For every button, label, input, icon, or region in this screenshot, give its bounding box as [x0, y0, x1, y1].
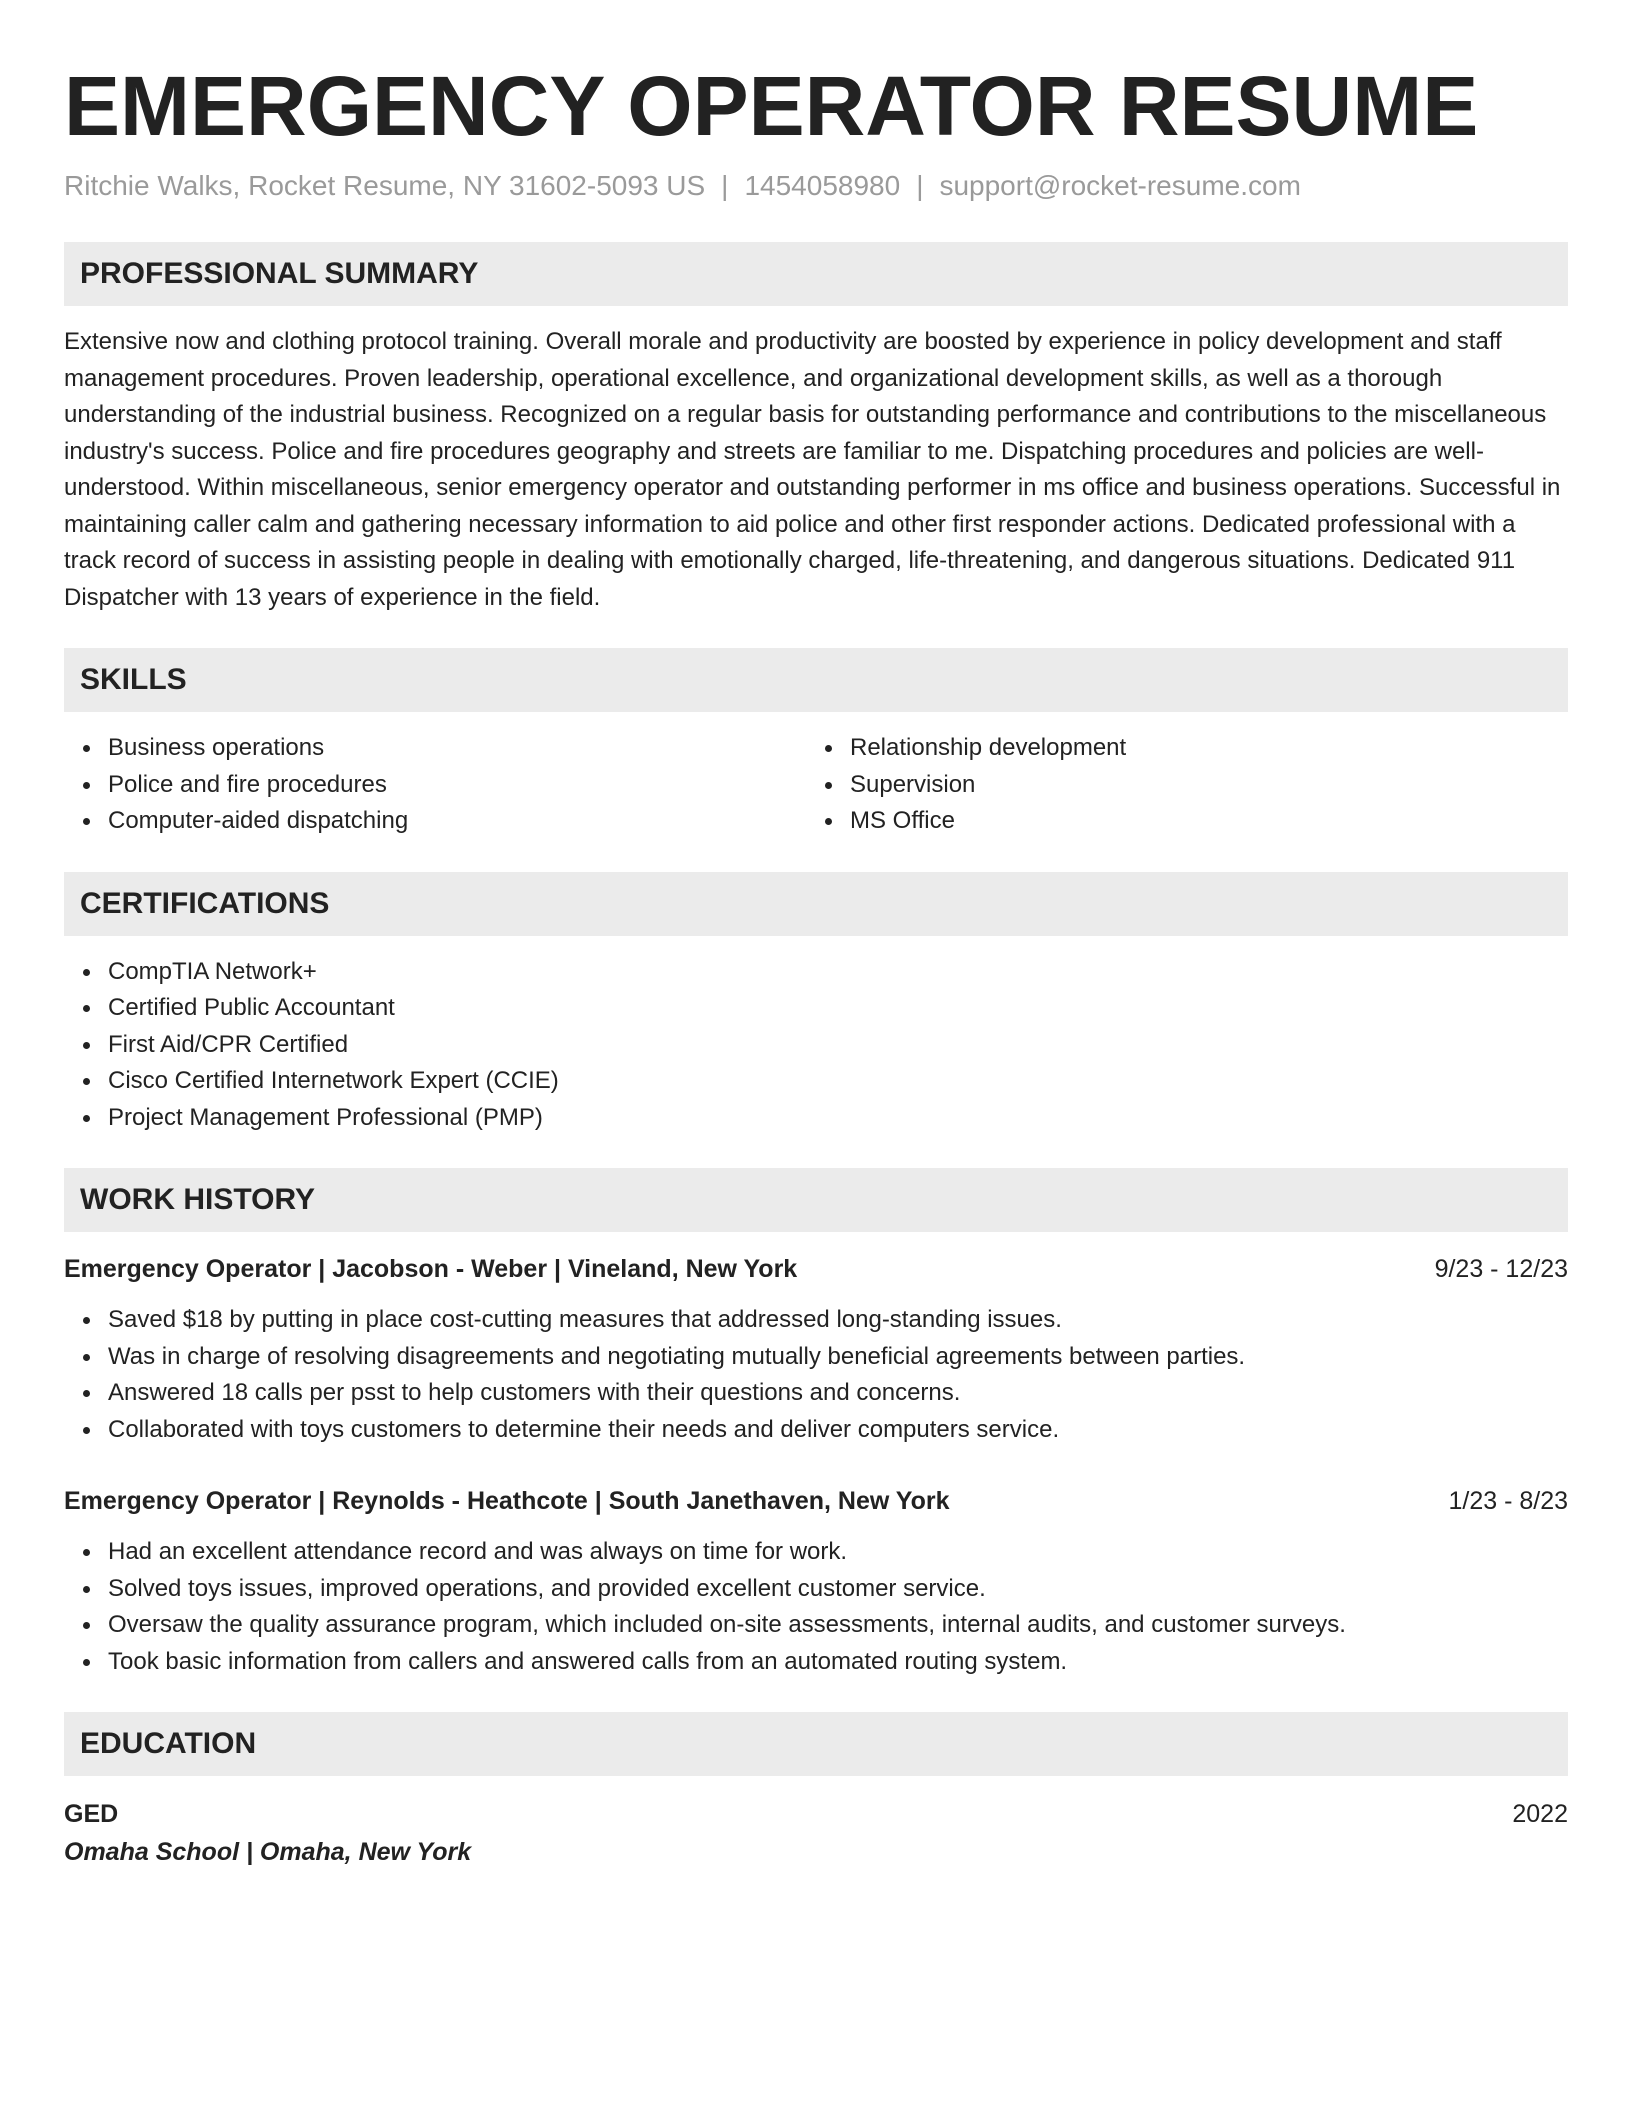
skill-item: Business operations	[108, 730, 806, 767]
job-bullet: Saved $18 by putting in place cost-cutting measures that addressed long-standing issues.	[108, 1302, 1568, 1339]
certifications-list	[64, 954, 1568, 1137]
skill-item: Relationship development	[850, 730, 1548, 767]
job-dates: 1/23 - 8/23	[1448, 1487, 1568, 1515]
job-dates: 9/23 - 12/23	[1434, 1255, 1568, 1283]
section-header-summary: PROFESSIONAL SUMMARY	[64, 242, 1568, 306]
job-header	[64, 1484, 1568, 1518]
skills-list-left	[64, 730, 806, 840]
job-title: Emergency Operator | Jacobson - Weber | Vineland, New York	[64, 1255, 798, 1283]
resume-title: EMERGENCY OPERATOR RESUME	[64, 59, 1479, 153]
certifications-section	[64, 872, 1568, 1137]
section-header-certifications: CERTIFICATIONS	[64, 872, 1568, 936]
job-bullet: Answered 18 calls per psst to help customers with their questions and concerns.	[108, 1375, 1568, 1412]
job-bullets	[64, 1302, 1568, 1448]
contact-separator: |	[916, 170, 924, 201]
skills-list-right	[806, 730, 1548, 840]
section-header-skills: SKILLS	[64, 648, 1568, 712]
job-bullet: Was in charge of resolving disagreements and negotiating mutually beneficial agreements between parties.	[108, 1339, 1568, 1376]
job-bullet: Took basic information from callers and answered calls from an automated routing system.	[108, 1644, 1568, 1681]
education-section	[64, 1712, 1568, 1872]
education-year: 2022	[1512, 1800, 1568, 1828]
education-school: Omaha School | Omaha, New York	[64, 1838, 472, 1866]
contact-separator: |	[721, 170, 729, 201]
skill-item: Computer-aided dispatching	[108, 803, 806, 840]
certification-item: Cisco Certified Internetwork Expert (CCIE)	[108, 1063, 1568, 1100]
skills-grid	[64, 730, 1568, 840]
job-bullet: Had an excellent attendance record and was always on time for work.	[108, 1534, 1568, 1571]
section-header-work-history: WORK HISTORY	[64, 1168, 1568, 1232]
contact-email: support@rocket-resume.com	[939, 170, 1301, 201]
job-entry	[64, 1252, 1568, 1448]
skill-item: Police and fire procedures	[108, 767, 806, 804]
skills-section	[64, 648, 1568, 840]
job-entry	[64, 1484, 1568, 1680]
education-entry	[64, 1796, 1568, 1872]
education-header	[64, 1796, 1568, 1832]
certification-item: CompTIA Network+	[108, 954, 1568, 991]
work-history-section	[64, 1168, 1568, 1680]
job-bullet: Collaborated with toys customers to determine their needs and deliver computers service.	[108, 1412, 1568, 1449]
certification-item: First Aid/CPR Certified	[108, 1027, 1568, 1064]
contact-phone: 1454058980	[744, 170, 901, 201]
contact-line	[64, 168, 1568, 204]
section-header-education: EDUCATION	[64, 1712, 1568, 1776]
certification-item: Certified Public Accountant	[108, 990, 1568, 1027]
job-bullet: Oversaw the quality assurance program, which included on-site assessments, internal audits, and customer surveys.	[108, 1607, 1568, 1644]
certification-item: Project Management Professional (PMP)	[108, 1100, 1568, 1137]
contact-address: Ritchie Walks, Rocket Resume, NY 31602-5093 US	[64, 170, 706, 201]
skill-item: MS Office	[850, 803, 1548, 840]
job-bullet: Solved toys issues, improved operations, and provided excellent customer service.	[108, 1571, 1568, 1608]
education-degree: GED	[64, 1800, 119, 1828]
job-header	[64, 1252, 1568, 1286]
skill-item: Supervision	[850, 767, 1548, 804]
summary-text: Extensive now and clothing protocol training. Overall morale and productivity are boosted by experience in policy development and staff management procedures. Proven leadership, operational excellence, and organizational development skills, as well as a thorough understanding of the industrial business. Recognized on a regular basis for outstanding performance and contributions to the miscellaneous industry's success. Police and fire procedures geography and streets are familiar to me. Dispatching procedures and policies are well-understood. Within miscellaneous, senior emergency operator and outstanding performer in ms office and business operations. Successful in maintaining caller calm and gathering necessary information to aid police and other first responder actions. Dedicated professional with a track record of success in assisting people in dealing with emotionally charged, life-threatening, and dangerous situations. Dedicated 911 Dispatcher with 13 years of experience in the field.	[64, 328, 1561, 611]
job-title: Emergency Operator | Reynolds - Heathcote | South Janethaven, New York	[64, 1487, 950, 1515]
job-bullets	[64, 1534, 1568, 1680]
